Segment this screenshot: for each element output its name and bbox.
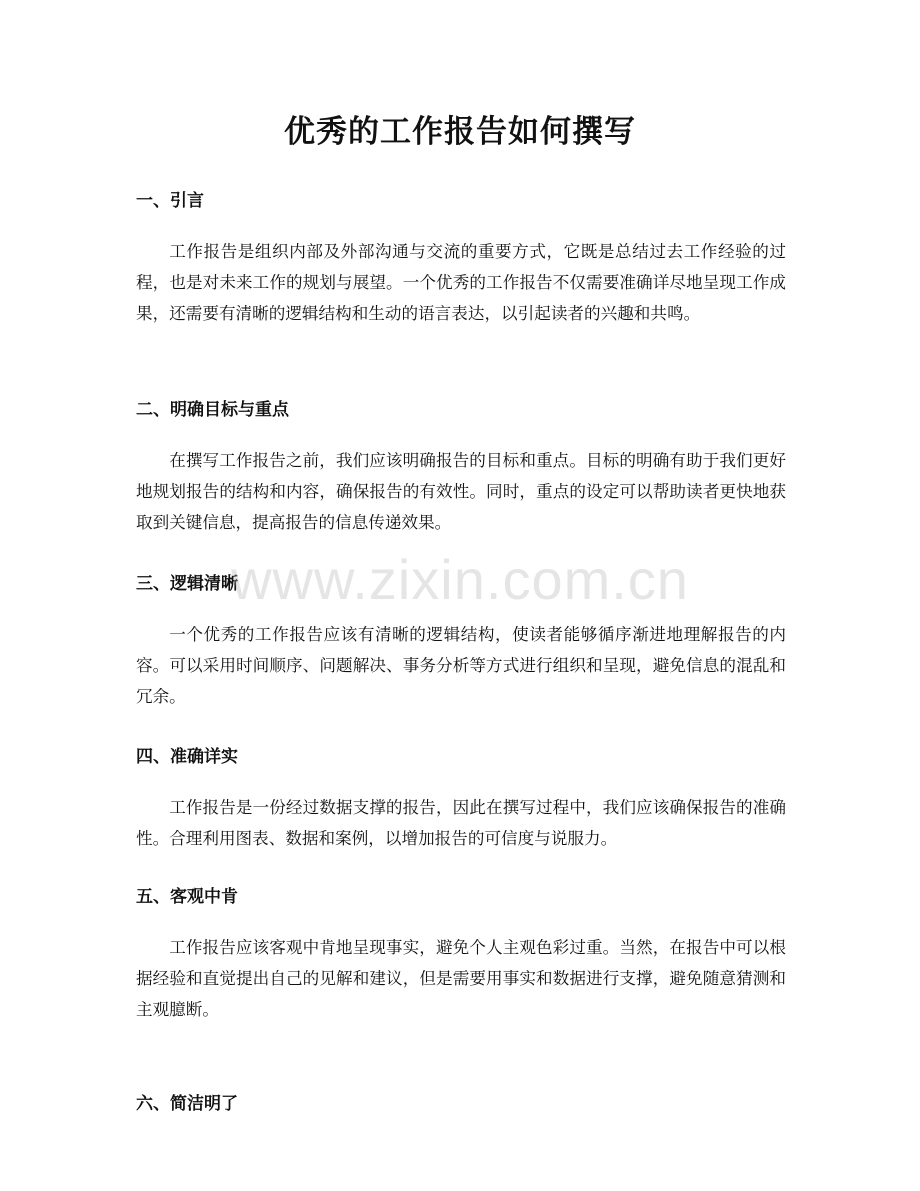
section-heading: 一、引言 — [136, 191, 204, 211]
watermark-text: www.zixin.com.cn — [231, 548, 689, 611]
section-heading: 四、准确详实 — [136, 747, 238, 767]
section-heading: 二、明确目标与重点 — [136, 400, 289, 420]
section-logic — [136, 571, 786, 712]
section-accuracy — [136, 744, 786, 854]
section-heading: 六、简洁明了 — [136, 1094, 238, 1114]
section-paragraph: 工作报告是一份经过数据支撑的报告，因此在撰写过程中，我们应该确保报告的准确性。合理利用图表、数据和案例，以增加报告的可信度与说服力。 — [136, 798, 786, 848]
section-paragraph: 在撰写工作报告之前，我们应该明确报告的目标和重点。目标的明确有助于我们更好地规划报告的结构和内容，确保报告的有效性。同时，重点的设定可以帮助读者更快地获取到关键信息，提高报告的信息传递效果。 — [136, 451, 786, 532]
page-title: 优秀的工作报告如何撰写 — [284, 114, 636, 150]
section-objectivity — [136, 884, 786, 1025]
section-heading: 五、客观中肯 — [136, 887, 238, 907]
section-heading: 三、逻辑清晰 — [136, 574, 238, 594]
section-intro — [136, 188, 786, 329]
section-paragraph: 工作报告是组织内部及外部沟通与交流的重要方式，它既是总结过去工作经验的过程，也是对未来工作的规划与展望。一个优秀的工作报告不仅需要准确详尽地呈现工作成果，还需要有清晰的逻辑结构和生动的语言表达，以引起读者的兴趣和共鸣。 — [136, 242, 786, 323]
section-concise — [136, 1091, 786, 1117]
section-goals — [136, 397, 786, 538]
section-paragraph: 一个优秀的工作报告应该有清晰的逻辑结构，使读者能够循序渐进地理解报告的内容。可以采用时间顺序、问题解决、事务分析等方式进行组织和呈现，避免信息的混乱和冗余。 — [136, 625, 786, 706]
section-paragraph: 工作报告应该客观中肯地呈现事实，避免个人主观色彩过重。当然，在报告中可以根据经验和直觉提出自己的见解和建议，但是需要用事实和数据进行支撑，避免随意猜测和主观臆断。 — [136, 938, 786, 1019]
